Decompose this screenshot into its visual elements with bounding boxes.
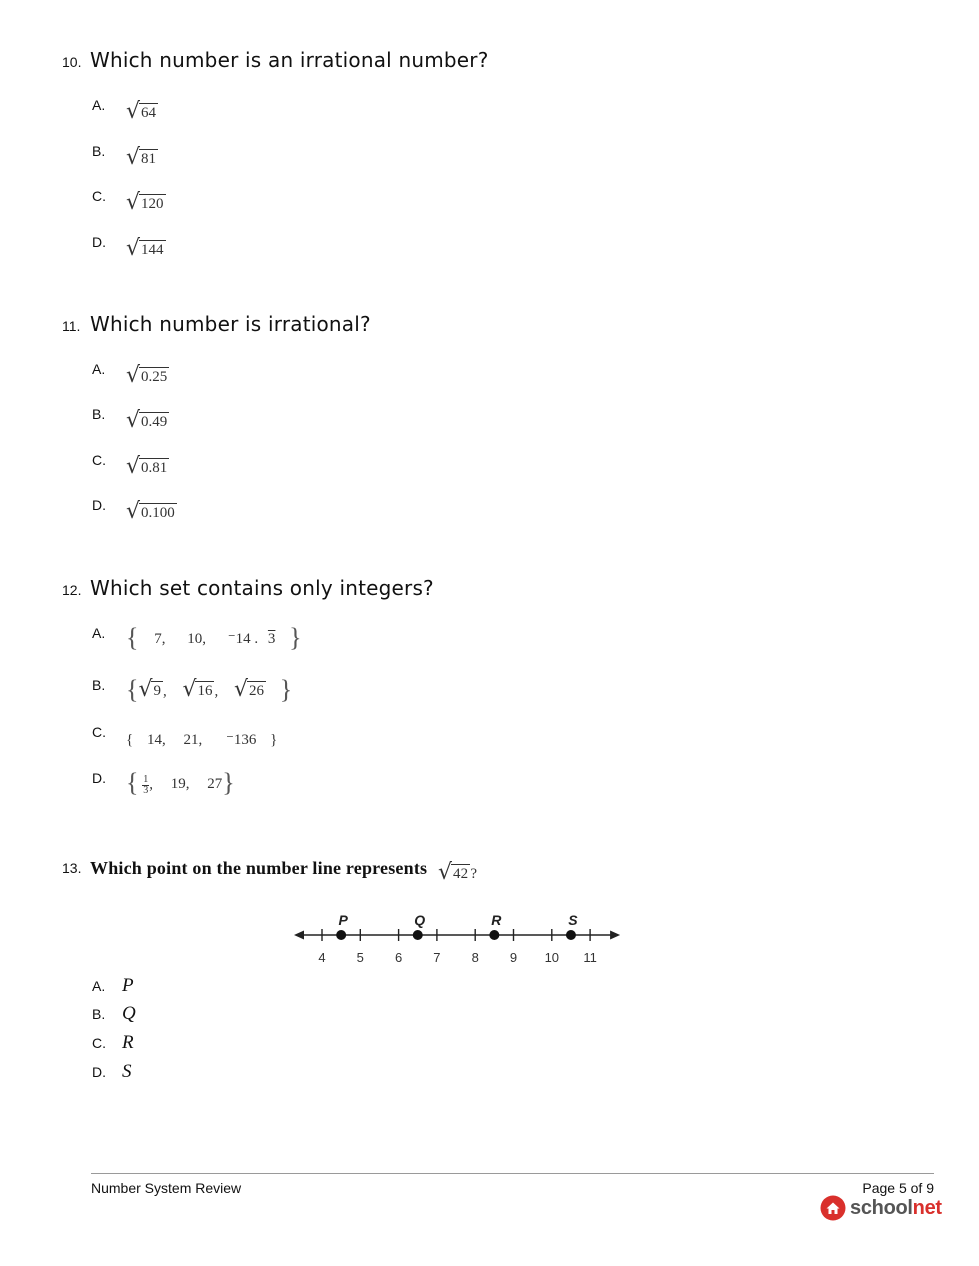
sqrt-symbol bbox=[126, 240, 166, 259]
radicand: 9 bbox=[153, 683, 161, 700]
denominator: 3 bbox=[143, 784, 149, 796]
logo-net: net bbox=[912, 1196, 942, 1219]
option-math bbox=[126, 240, 166, 259]
question-text: Which set contains only integers? bbox=[90, 576, 434, 600]
set-value: 14, bbox=[146, 732, 166, 748]
tick-label: 11 bbox=[583, 950, 597, 965]
right-brace: } bbox=[279, 675, 293, 704]
option-label: D. bbox=[92, 497, 106, 513]
option-value: P bbox=[122, 975, 134, 996]
option-label: B. bbox=[92, 1006, 106, 1022]
set-value: 10, bbox=[187, 631, 206, 648]
radicand: 0.81 bbox=[141, 460, 168, 476]
sqrt-symbol bbox=[126, 458, 169, 477]
option-math bbox=[126, 194, 166, 213]
option-math bbox=[126, 730, 277, 749]
set-value: 19, bbox=[170, 776, 190, 793]
logo-school: school bbox=[850, 1196, 913, 1219]
point-label: Q bbox=[414, 912, 426, 928]
footer-divider bbox=[91, 1173, 934, 1174]
question-text-body: Which point on the number line represents bbox=[90, 858, 428, 878]
question-text bbox=[90, 858, 478, 882]
option-label: B. bbox=[92, 406, 106, 422]
left-brace: { bbox=[126, 623, 139, 652]
set-value: 21, bbox=[183, 732, 203, 748]
radicand: 26 bbox=[248, 683, 264, 700]
tick-label: 9 bbox=[509, 950, 518, 965]
sqrt-symbol bbox=[438, 864, 470, 883]
set-value: ⁻14 . bbox=[227, 631, 259, 648]
point-q bbox=[413, 930, 423, 940]
option-label: D. bbox=[92, 234, 106, 250]
page-number: Page 5 of 9 bbox=[862, 1180, 934, 1196]
option-label: D. bbox=[92, 770, 106, 786]
option-label: A. bbox=[92, 625, 106, 641]
question-number: 10. bbox=[62, 54, 82, 70]
sqrt-symbol bbox=[126, 503, 177, 522]
option-label: C. bbox=[92, 188, 106, 204]
radicand: 16 bbox=[197, 683, 213, 700]
number-line-group bbox=[294, 912, 620, 965]
option-label: A. bbox=[92, 978, 106, 994]
point-label: P bbox=[338, 912, 348, 928]
radicand: 0.49 bbox=[141, 414, 168, 430]
option-math: { $\frac{1}{3}$ , 19, 27} bbox=[126, 768, 235, 797]
question-number: 13. bbox=[62, 860, 82, 876]
tick-label: 7 bbox=[433, 950, 441, 965]
tick-label: 10 bbox=[544, 950, 560, 965]
tick-label: 5 bbox=[356, 950, 364, 965]
sqrt-symbol bbox=[234, 681, 266, 700]
repeating-digit: 3 bbox=[267, 631, 276, 648]
sqrt-symbol bbox=[138, 681, 163, 700]
tick-label: 4 bbox=[318, 950, 326, 965]
option-math bbox=[126, 103, 158, 122]
footer-title: Number System Review bbox=[91, 1180, 242, 1196]
point-r bbox=[489, 930, 499, 940]
option-label: B. bbox=[92, 677, 106, 693]
right-brace: } bbox=[289, 623, 302, 652]
radicand: 144 bbox=[141, 242, 164, 258]
option-label: A. bbox=[92, 361, 106, 377]
sqrt-symbol bbox=[126, 194, 166, 213]
option-label: C. bbox=[92, 452, 106, 468]
question-number: 12. bbox=[62, 582, 82, 598]
right-brace: } bbox=[222, 768, 235, 797]
option-math bbox=[126, 677, 292, 707]
option-math bbox=[126, 458, 169, 477]
option-value: R bbox=[122, 1032, 134, 1053]
option-label: A. bbox=[92, 97, 106, 113]
set-value: ⁻136 bbox=[225, 732, 257, 748]
left-arrow bbox=[294, 931, 304, 940]
radicand: 0.25 bbox=[141, 369, 168, 385]
set-value: 7, bbox=[154, 631, 166, 648]
question-text: Which number is an irrational number? bbox=[90, 48, 489, 72]
option-math bbox=[126, 367, 169, 386]
option-label: D. bbox=[92, 1064, 106, 1080]
option-math bbox=[126, 412, 169, 431]
sqrt-symbol bbox=[126, 412, 169, 431]
point-label: R bbox=[491, 912, 502, 928]
point-s bbox=[566, 930, 576, 940]
logo-wordmark bbox=[850, 1197, 942, 1220]
option-math bbox=[126, 625, 302, 655]
separator: , bbox=[162, 683, 167, 700]
tick-label: 8 bbox=[471, 950, 479, 965]
schoolnet-logo bbox=[820, 1195, 942, 1221]
option-value: Q bbox=[122, 1003, 136, 1024]
house-icon bbox=[820, 1195, 846, 1221]
radicand: 120 bbox=[141, 196, 164, 212]
question-number: 11. bbox=[62, 318, 81, 334]
left-brace: { bbox=[126, 768, 139, 797]
point-p bbox=[336, 930, 346, 940]
left-brace: { bbox=[126, 675, 139, 704]
question-math bbox=[438, 866, 477, 882]
option-label: B. bbox=[92, 143, 106, 159]
numerator: 1 bbox=[143, 773, 149, 785]
option-math bbox=[126, 149, 158, 168]
sqrt-symbol bbox=[126, 367, 169, 386]
radicand: 0.100 bbox=[141, 505, 175, 521]
tick-label: 6 bbox=[394, 950, 403, 965]
left-brace: { bbox=[126, 732, 134, 748]
radicand: 42 bbox=[452, 866, 469, 882]
radicand: 81 bbox=[141, 151, 156, 167]
option-label: C. bbox=[92, 724, 106, 740]
option-math bbox=[126, 503, 177, 522]
point-label: S bbox=[568, 912, 578, 928]
right-arrow bbox=[610, 931, 620, 940]
sqrt-symbol bbox=[182, 681, 214, 700]
sqrt-symbol bbox=[126, 149, 158, 168]
separator: , bbox=[214, 683, 219, 700]
option-label: C. bbox=[92, 1035, 106, 1051]
question-mark: ? bbox=[470, 866, 478, 882]
question-text: Which number is irrational? bbox=[90, 312, 371, 336]
number-line bbox=[290, 905, 630, 970]
right-brace: } bbox=[270, 732, 278, 748]
set-value: 27 bbox=[207, 776, 223, 793]
option-value: S bbox=[122, 1061, 132, 1082]
sqrt-symbol bbox=[126, 103, 158, 122]
radicand: 64 bbox=[141, 105, 156, 121]
